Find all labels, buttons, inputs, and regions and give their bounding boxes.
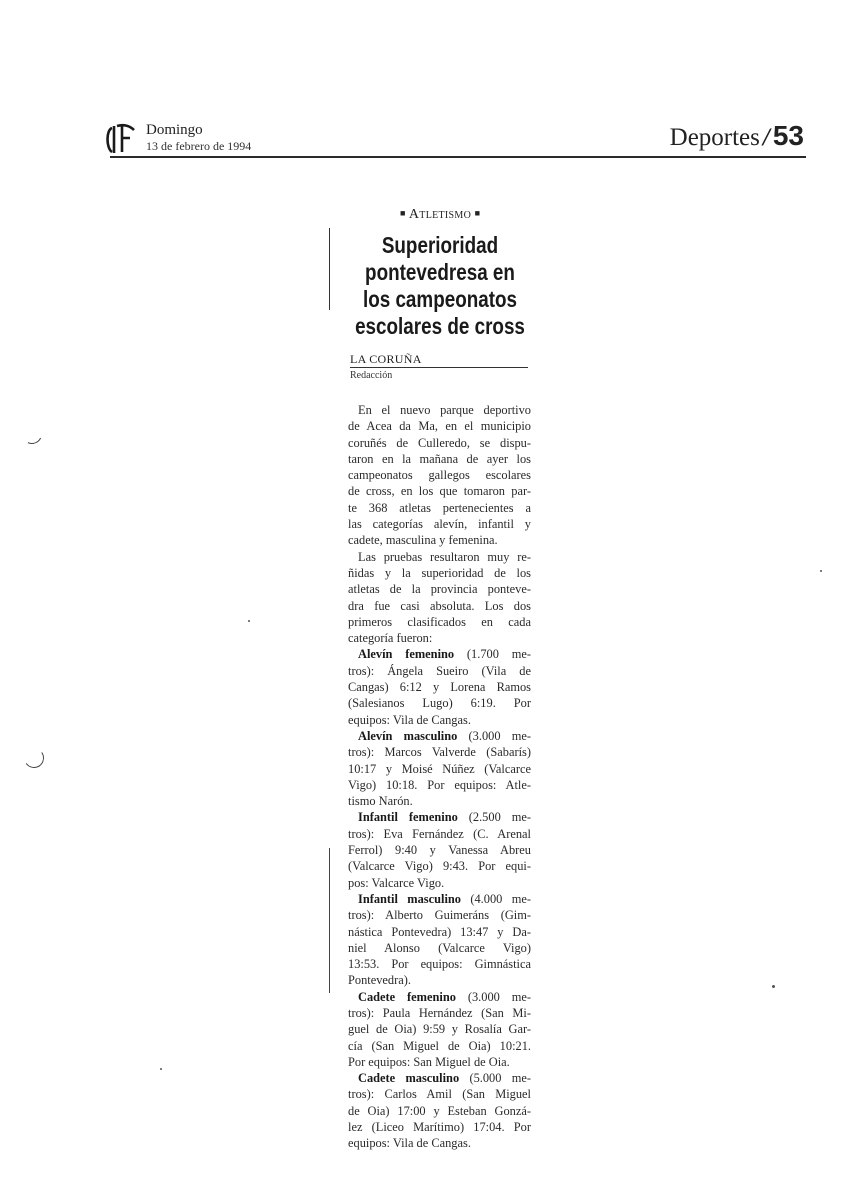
body-text: pos: Valcarce Vigo. [348, 875, 445, 890]
body-text: Las pruebas resultaron muy re- [358, 549, 531, 564]
body-text: (Valcarce Vigo) 9:43. Por equi- [348, 859, 531, 874]
body-line [348, 728, 531, 744]
body-line [348, 1086, 531, 1102]
byline-rule [350, 367, 528, 368]
category-label: Alevín femenino [358, 647, 455, 662]
body-line [348, 1005, 531, 1021]
body-line [348, 695, 531, 711]
section-name: Deportes [669, 124, 760, 151]
page-number: 53 [772, 120, 804, 151]
body-text: ñidas y la superioridad de los [348, 565, 531, 580]
body-line [348, 1054, 531, 1070]
body-line [348, 924, 531, 940]
body-text: primeros clasificados en cada [348, 614, 531, 629]
body-text: de Oia) 17:00 y Esteban Gonzá- [348, 1103, 531, 1118]
category-label: Alevín masculino [358, 728, 458, 743]
body-line [348, 516, 531, 532]
category-label: Infantil femenino [358, 810, 458, 825]
body-text: cadete, masculina y femenina. [348, 533, 498, 548]
square-bullet-icon: ■ [474, 208, 481, 218]
body-text: de cross, en los que tomaron par- [348, 484, 531, 499]
body-text: (2.500 me- [457, 810, 531, 825]
body-line [348, 809, 531, 825]
body-text: (4.000 me- [461, 891, 531, 906]
body-line [348, 940, 531, 956]
body-line [348, 1021, 531, 1037]
body-line [348, 907, 531, 923]
section-title [670, 120, 804, 152]
body-line [348, 891, 531, 907]
body-text: (5.000 me- [459, 1071, 531, 1086]
body-line [348, 956, 531, 972]
body-line [348, 777, 531, 793]
body-text: Vigo) 10:18. Por equipos: Atle- [348, 777, 531, 792]
body-line [348, 761, 531, 777]
body-line [348, 451, 531, 467]
body-text: (Salesianos Lugo) 6:19. Por [348, 696, 531, 711]
scan-speck [820, 570, 822, 572]
body-line [348, 989, 531, 1005]
column-rule [329, 848, 330, 993]
body-text: tros): Paula Hernández (San Mi- [348, 1005, 531, 1020]
column-rule [329, 228, 330, 310]
body-text: (1.700 me- [454, 647, 532, 662]
body-line [348, 598, 531, 614]
body-line [348, 532, 531, 548]
article-dateline: LA CORUÑA [350, 352, 422, 366]
body-line [348, 1135, 531, 1151]
body-text: guel de Oia) 9:59 y Rosalía Gar- [348, 1022, 531, 1037]
scan-speck [772, 985, 775, 988]
body-text: tros): Ángela Sueiro (Vila de [348, 663, 531, 678]
body-line [348, 712, 531, 728]
body-text: equipos: Vila de Cangas. [348, 712, 471, 727]
body-text: coruñés de Culleredo, se dispu- [348, 435, 531, 450]
body-line [348, 614, 531, 630]
body-line [348, 679, 531, 695]
margin-mark [22, 746, 45, 769]
category-label: Cadete masculino [358, 1071, 460, 1086]
body-text: las categorías alevín, infantil y [348, 517, 531, 532]
body-line [348, 1119, 531, 1135]
article-byline: Redacción [350, 370, 393, 381]
body-text: 10:17 y Moisé Núñez (Valcarce [348, 761, 531, 776]
body-text: taron en la mañana de ayer los [348, 451, 531, 466]
body-text: tros): Marcos Valverde (Sabarís) [348, 745, 531, 760]
body-text: Por equipos: San Miguel de Oia. [348, 1054, 510, 1069]
body-line [348, 646, 531, 662]
body-line [348, 402, 531, 418]
scan-speck [160, 1068, 162, 1070]
body-line [348, 1038, 531, 1054]
body-line [348, 565, 531, 581]
category-label: Infantil masculino [358, 891, 461, 906]
body-line [348, 467, 531, 483]
header-date: 13 de febrero de 1994 [146, 139, 252, 153]
kicker-label: Atletismo [408, 207, 472, 222]
margin-mark [19, 421, 45, 447]
body-line [348, 1103, 531, 1119]
body-line [348, 483, 531, 499]
body-text: Pontevedra). [348, 973, 411, 988]
body-line [348, 435, 531, 451]
scan-speck [248, 620, 250, 622]
body-line [348, 972, 531, 988]
body-text: 13:53. Por equipos: Gimnástica [348, 957, 531, 972]
body-line [348, 581, 531, 597]
body-text: de Acea da Ma, en el municipio [348, 419, 531, 434]
body-text: tros): Alberto Guimeráns (Gim- [348, 908, 531, 923]
article-body [348, 402, 531, 1152]
body-text: lez (Liceo Marítimo) 17:04. Por [348, 1120, 531, 1135]
article-kicker [340, 207, 540, 223]
newspaper-logo-icon [104, 122, 140, 156]
body-line [348, 500, 531, 516]
body-text: atletas de la provincia ponteve- [348, 582, 531, 597]
section-separator: / [762, 124, 770, 151]
body-text: En el nuevo parque deportivo [358, 403, 531, 417]
square-bullet-icon: ■ [399, 208, 406, 218]
body-line [348, 549, 531, 565]
body-line [348, 858, 531, 874]
body-line [348, 875, 531, 891]
body-line [348, 1070, 531, 1086]
body-text: te 368 atletas pertenecientes a [348, 500, 531, 515]
body-text: campeonatos gallegos escolares [348, 468, 531, 483]
body-text: tismo Narón. [348, 794, 413, 809]
article-headline: Superioridad pontevedresa en los campeonatos escolares de cross [355, 232, 525, 339]
body-line [348, 418, 531, 434]
body-line [348, 744, 531, 760]
header-rule [110, 156, 806, 158]
body-text: (3.000 me- [455, 989, 532, 1004]
body-line [348, 793, 531, 809]
body-text: tros): Eva Fernández (C. Arenal [348, 826, 531, 841]
body-text: (3.000 me- [457, 728, 532, 743]
body-line [348, 663, 531, 679]
body-text: Ferrol) 9:40 y Vanessa Abreu [348, 843, 531, 858]
body-text: categoría fueron: [348, 631, 433, 646]
body-text: cía (San Miguel de Oia) 10:21. [348, 1038, 531, 1053]
body-text: nástica Pontevedra) 13:47 y Da- [348, 924, 531, 939]
body-text: niel Alonso (Valcarce Vigo) [348, 940, 531, 955]
category-label: Cadete femenino [358, 989, 456, 1004]
body-line [348, 842, 531, 858]
body-line [348, 630, 531, 646]
header-day: Domingo [146, 122, 203, 138]
body-text: tros): Carlos Amil (San Miguel [348, 1087, 531, 1102]
body-line [348, 826, 531, 842]
body-text: Cangas) 6:12 y Lorena Ramos [348, 680, 531, 695]
body-text: equipos: Vila de Cangas. [348, 1136, 471, 1151]
body-text: dra fue casi absoluta. Los dos [348, 598, 531, 613]
